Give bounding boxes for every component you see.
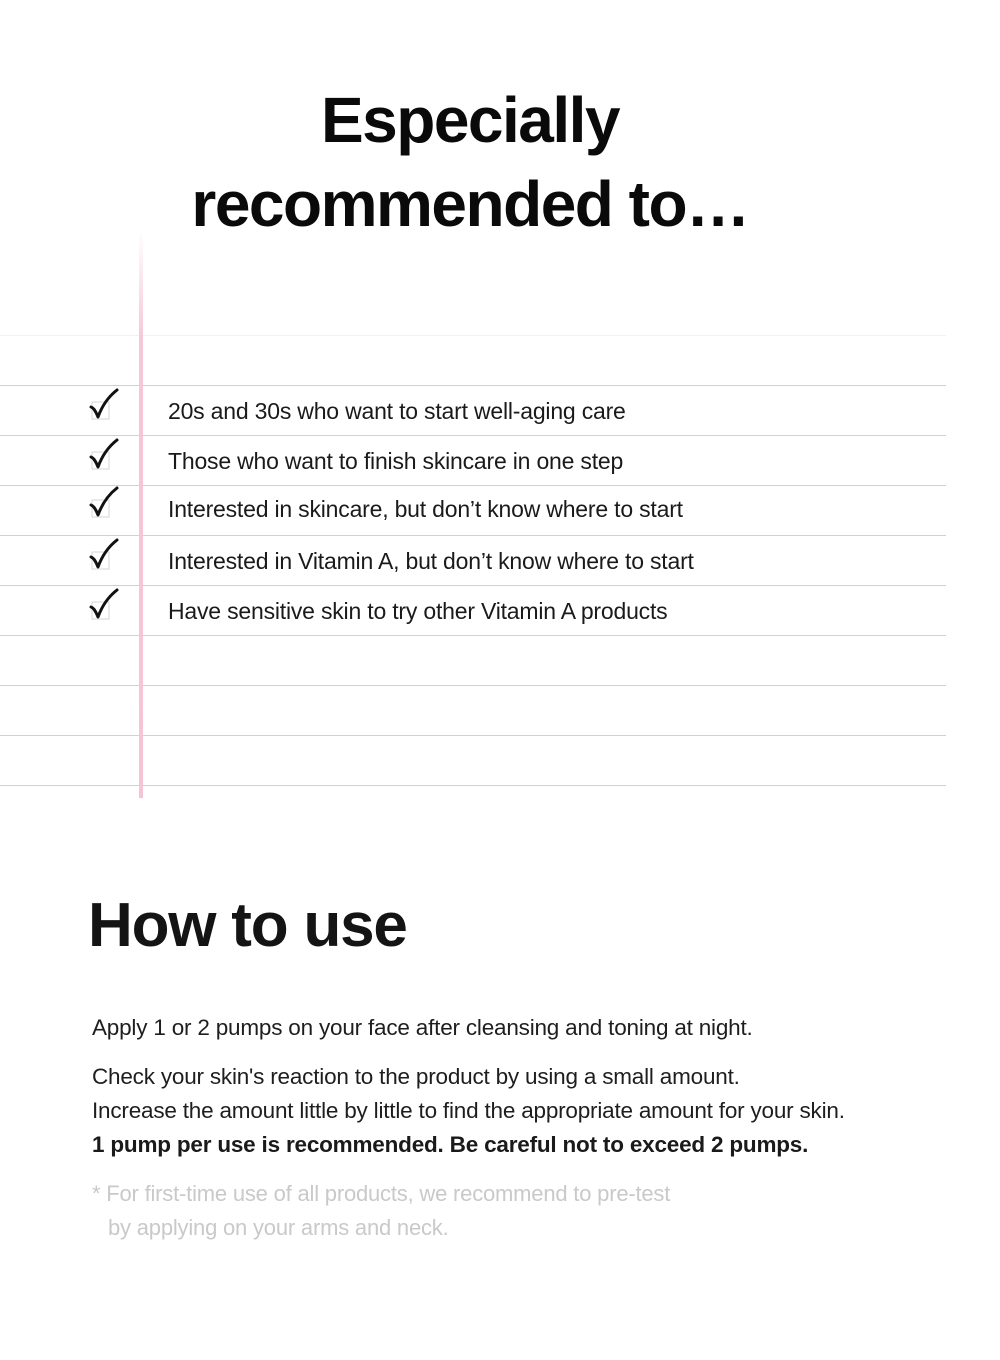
checklist-item-label: Those who want to finish skincare in one step	[168, 448, 624, 474]
checklist-item	[0, 536, 946, 586]
title-line-2: recommended to…	[191, 168, 749, 240]
checkmark-icon	[88, 588, 120, 622]
checklist-item	[0, 436, 946, 486]
pretest-note-line: by applying on your arms and neck.	[108, 1215, 449, 1240]
instruction-line: Increase the amount little by little to find the appropriate amount for your skin.	[92, 1098, 845, 1123]
instruction-emphasis: 1 pump per use is recommended. Be careful not to exceed 2 pumps.	[92, 1132, 809, 1157]
checkmark-icon	[88, 438, 120, 472]
checklist-item	[0, 586, 946, 636]
instruction-paragraph: Apply 1 or 2 pumps on your face after cleansing and toning at night.	[92, 1015, 753, 1040]
checklist-item-label: Interested in Vitamin A, but don’t know where to start	[168, 548, 694, 574]
checklist-item	[0, 484, 946, 534]
checkmark-icon	[88, 538, 120, 572]
checklist-item	[0, 386, 946, 436]
instruction-line: Check your skin's reaction to the product by using a small amount.	[92, 1064, 740, 1089]
checklist-item-label: Interested in skincare, but don’t know where to start	[168, 496, 683, 522]
checklist-item-label: Have sensitive skin to try other Vitamin A products	[168, 598, 668, 624]
checklist-item-label: 20s and 30s who want to start well-aging care	[168, 398, 626, 424]
title-line-1: Especially	[320, 84, 620, 156]
checkmark-icon	[88, 388, 120, 422]
pretest-note-line: * For first-time use of all products, we recommend to pre-test	[92, 1181, 671, 1206]
section-title-how-to-use: How to use	[88, 891, 407, 960]
checkmark-icon	[88, 486, 120, 520]
